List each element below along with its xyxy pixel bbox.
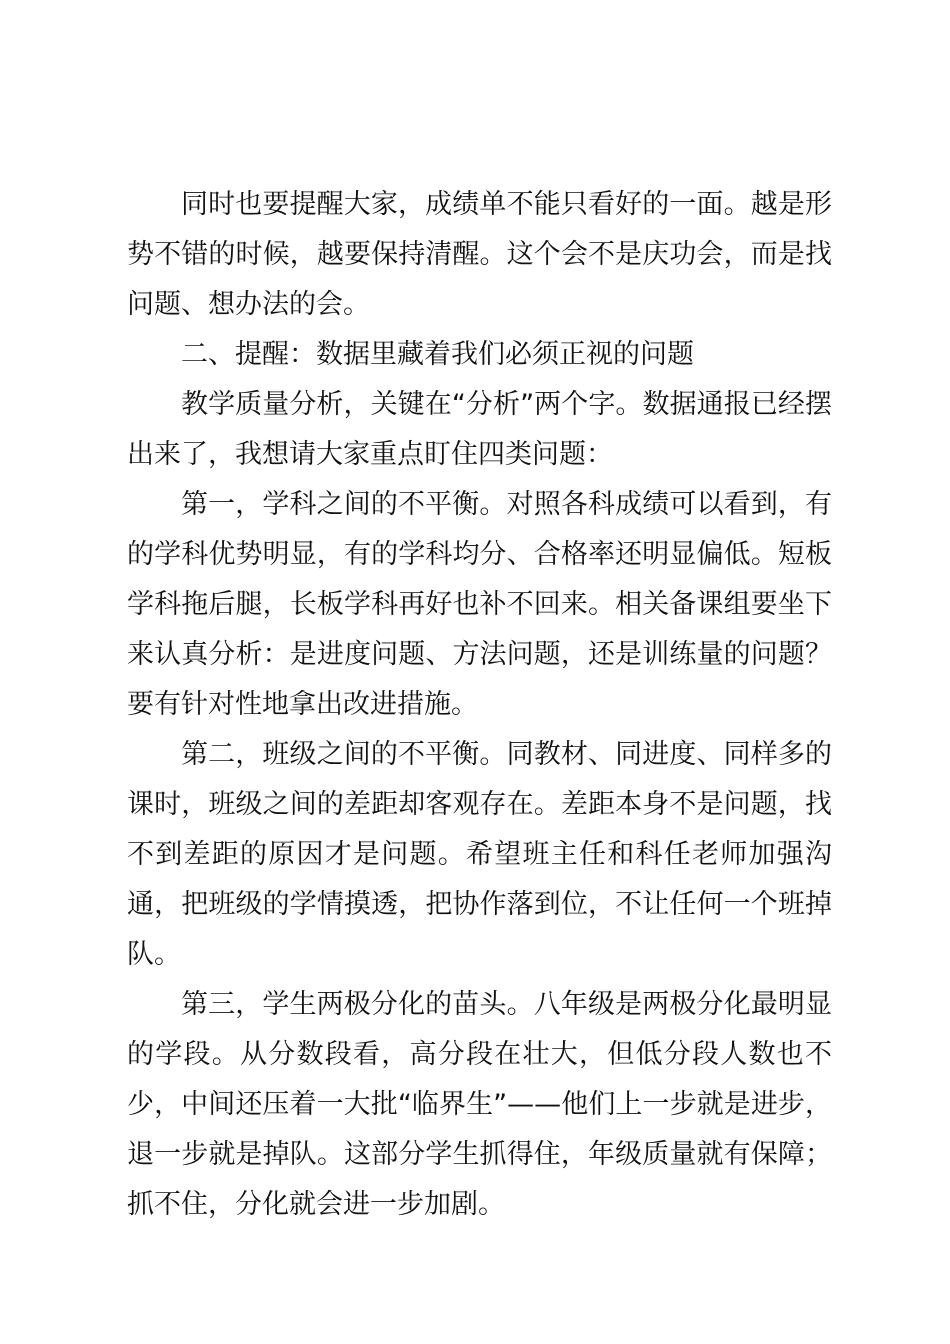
- paragraph-analysis-intro: 教学质量分析，关键在“分析”两个字。数据通报已经摆出来了，我想请大家重点盯住四类问题：: [127, 389, 832, 470]
- paragraph-reminder-intro: 同时也要提醒大家，成绩单不能只看好的一面。越是形势不错的时候，越要保持清醒。这个会不是庆功会，而是找问题、想办法的会。: [127, 189, 832, 320]
- paragraph-subject-imbalance: 第一，学科之间的不平衡。对照各科成绩可以看到，有的学科优势明显，有的学科均分、合格率还明显偏低。短板学科拖后腿，长板学科再好也补不回来。相关备课组要坐下来认真分析：是进度问题、方法问题，还是训练量的问题？要有针对性地拿出改进措施。: [127, 489, 832, 720]
- section-heading: 二、提醒：数据里藏着我们必须正视的问题: [181, 339, 694, 370]
- document-body: [127, 180, 832, 1230]
- paragraph-class-imbalance: 第二，班级之间的不平衡。同教材、同进度、同样多的课时，班级之间的差距却客观存在。差距本身不是问题，找不到差距的原因才是问题。希望班主任和科任老师加强沟通，把班级的学情摸透，把协作落到位，不让任何一个班掉队。: [127, 739, 832, 970]
- paragraph-polarization: 第三，学生两极分化的苗头。八年级是两极分化最明显的学段。从分数段看，高分段在壮大，但低分段人数也不少，中间还压着一大批“临界生”——他们上一步就是进步，退一步就是掉队。这部分学生抓得住，年级质量就有保障；抓不住，分化就会进一步加剧。: [127, 989, 832, 1220]
